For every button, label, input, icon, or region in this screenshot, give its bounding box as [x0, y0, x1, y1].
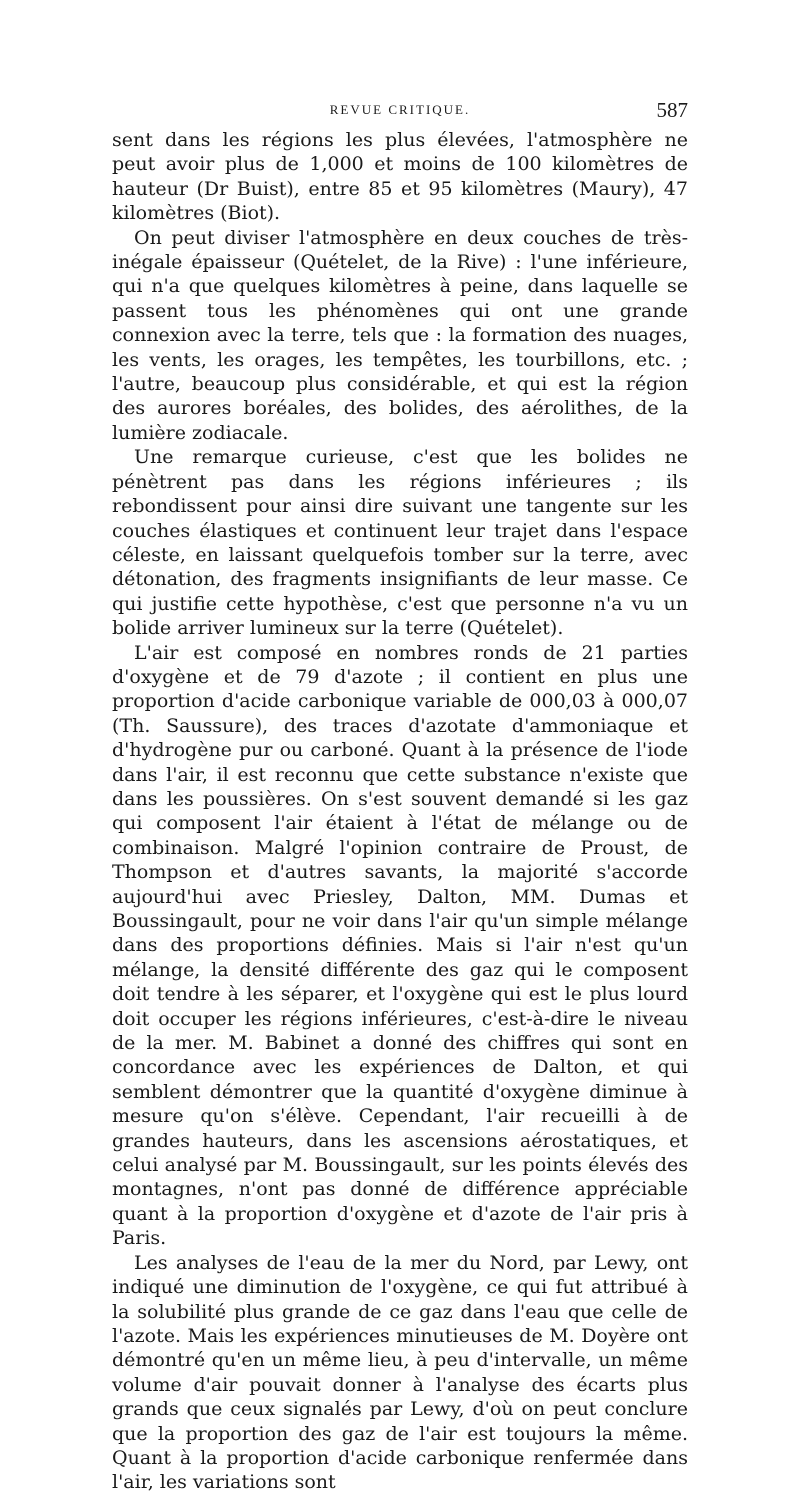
paragraph-sea-water-analyses: Les analyses de l'eau de la mer du Nord, par Lewy, ont indiqué une diminution de l'oxygène, ce qui fut attribué à la solubilité plus grande de ce gaz dans l'eau que celle de l'azote. Mais les expériences minutieuses de M. Doyère ont démontré qu'en un même lieu, à peu d'intervalle, un même volume d'air pouvait donner à l'analyse des écarts plus grands que ceux signalés par Lewy, d'où on peut conclure que la proportion des gaz de l'air est toujours la même. Quant à la proportion d'acide carbonique renfermée dans l'air, les variations sont	[112, 1251, 688, 1494]
page-header	[112, 98, 688, 122]
paragraph-air-composition: L'air est composé en nombres ronds de 21 parties d'oxygène et de 79 d'azote ; il contient en plus une proportion d'acide carbonique variable de 000,03 à 000,07 (Th. Saussure), des traces d'azotate d'ammoniaque et d'hydrogène pur ou carboné. Quant à la présence de l'iode dans l'air, il est reconnu que cette substance n'existe que dans les poussières. On s'est souvent demandé si les gaz qui composent l'air étaient à l'état de mélange ou de combinaison. Malgré l'opinion contraire de Proust, de Thompson et d'autres savants, la majorité s'accorde aujourd'hui avec Priesley, Dalton, MM. Dumas et Boussingault, pour ne voir dans l'air qu'un simple mélange dans des proportions définies. Mais si l'air n'est qu'un mélange, la densité différente des gaz qui le composent doit tendre à les séparer, et l'oxygène qui est le plus lourd doit occuper les régions inférieures, c'est-à-dire le niveau de la mer. M. Babinet a donné des chiffres qui sont en concordance avec les expériences de Dalton, et qui semblent démontrer que la quantité d'oxygène diminue à mesure qu'on s'élève. Cependant, l'air recueilli à de grandes hauteurs, dans les ascensions aérostatiques, et celui analysé par M. Boussingault, sur les points élevés des montagnes, n'ont pas donné de différence appréciable quant à la proportion d'oxygène et d'azote de l'air pris à Paris.	[112, 641, 688, 1250]
running-title: REVUE CRITIQUE.	[329, 102, 471, 117]
paragraph-continuation: sent dans les régions les plus élevées, l'atmosphère ne peut avoir plus de 1,000 et moins de 100 kilomètres de hauteur (Dr Buist), entre 85 et 95 kilomètres (Maury), 47 kilomètres (Biot).	[112, 129, 688, 225]
body-text	[112, 128, 688, 1495]
page-number: 587	[656, 98, 688, 122]
paragraph-atmosphere-layers: On peut diviser l'atmosphère en deux couches de très-inégale épaisseur (Quételet, de la Rive) : l'une inférieure, qui n'a que quelques kilomètres à peine, dans laquelle se passent tous les phénomènes qui ont une grande connexion avec la terre, tels que : la formation des nuages, les vents, les orages, les tempêtes, les tourbillons, etc. ; l'autre, beaucoup plus considérable, et qui est la région des aurores boréales, des bolides, des aérolithes, de la lumière zodiacale.	[112, 226, 688, 444]
paragraph-bolides: Une remarque curieuse, c'est que les bolides ne pénètrent pas dans les régions inférieures ; ils rebondissent pour ainsi dire suivant une tangente sur les couches élastiques et continuent leur trajet dans l'espace céleste, en laissant quelquefois tomber sur la terre, avec détonation, des fragments insignifiants de leur masse. Ce qui justifie cette hypothèse, c'est que personne n'a vu un bolide arriver lumineux sur la terre (Quételet).	[112, 446, 688, 640]
